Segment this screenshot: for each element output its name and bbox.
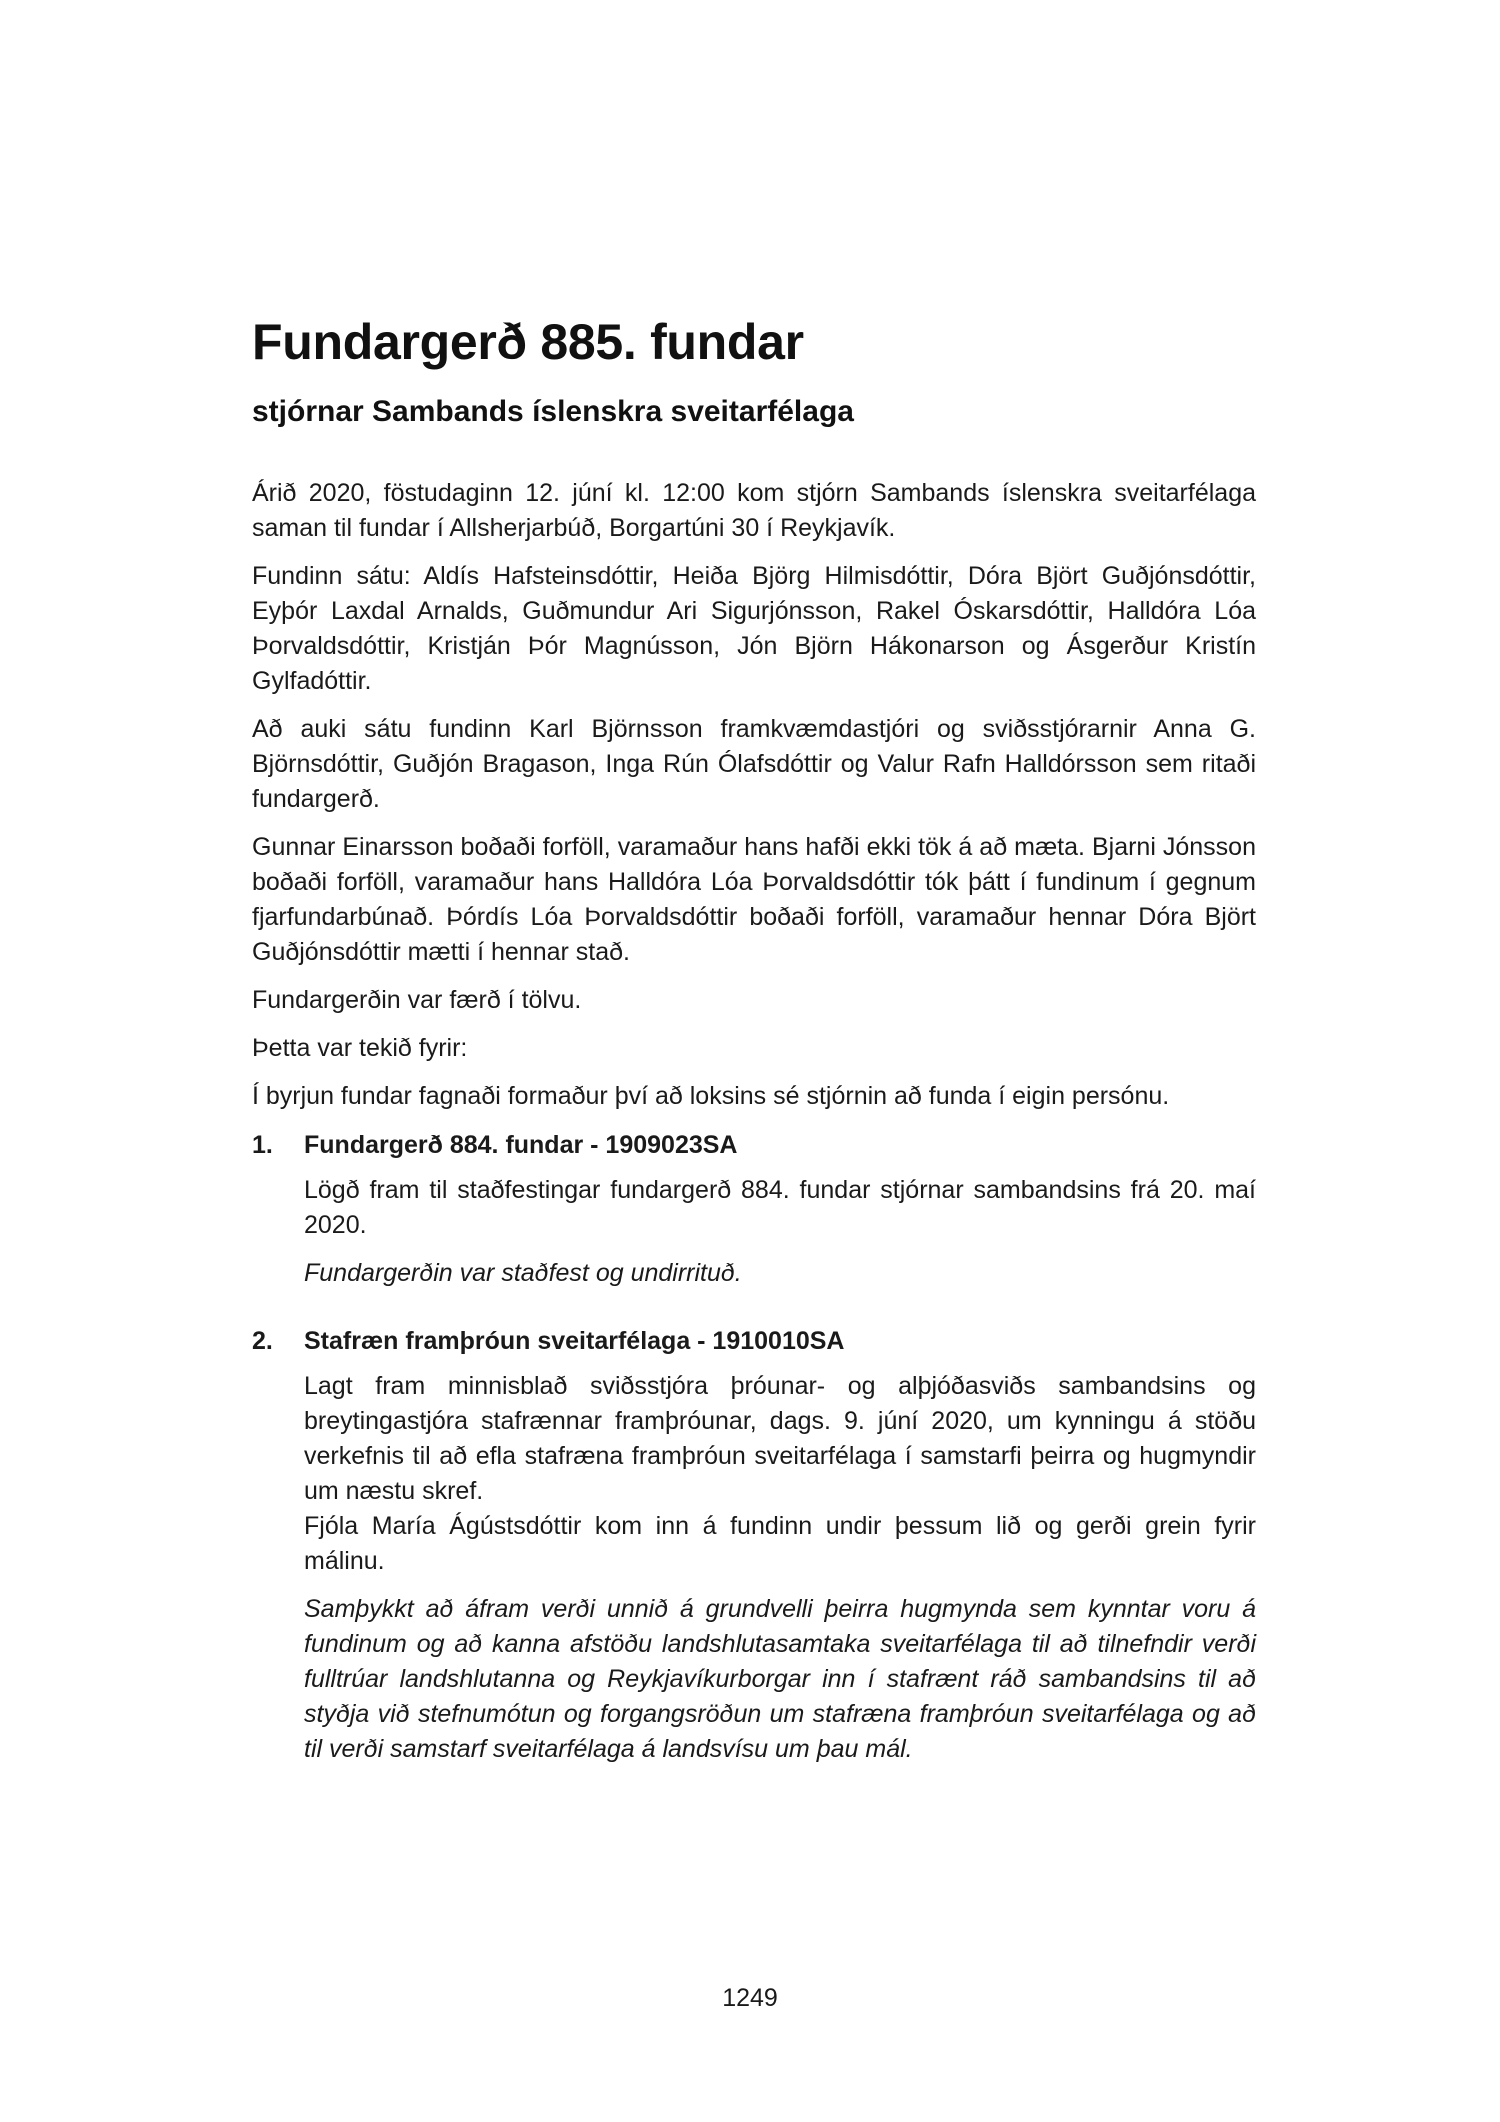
absences-paragraph: Gunnar Einarsson boðaði forföll, varamaður hans hafði ekki tök á að mæta. Bjarni Jónsson boðaði forföll, varamaður hans Halldóra Lóa Þorvaldsdóttir tók þátt í fundinum í gegnum fjarfundarbúnað. Þórdís Lóa Þorvaldsdóttir boðaði forföll, varamaður hennar Dóra Björt Guðjónsdóttir mætti í hennar stað. <box>252 833 1256 966</box>
agenda-intro-paragraph: Þetta var tekið fyrir: <box>252 1034 468 1062</box>
agenda-item-body <box>304 1369 1256 1767</box>
agenda-item-number: 2. <box>252 1327 273 1355</box>
agenda-item <box>252 1128 1256 1291</box>
agenda-item-number: 1. <box>252 1131 273 1159</box>
attendees-paragraph: Fundinn sátu: Aldís Hafsteinsdóttir, Heiða Björg Hilmisdóttir, Dóra Björt Guðjónsdóttir, Eyþór Laxdal Arnalds, Guðmundur Ari Sigurjónsson, Rakel Óskarsdóttir, Halldóra Lóa Þorvaldsdóttir, Kristján Þór Magnússon, Jón Björn Hákonarson og Ásgerður Kristín Gylfadóttir. <box>252 562 1256 695</box>
agenda-item-decision: Fundargerðin var staðfest og undirrituð. <box>304 1259 742 1287</box>
agenda-item-title: Stafræn framþróun sveitarfélaga - 1910010SA <box>304 1327 845 1355</box>
agenda-item-text: Lagt fram minnisblað sviðsstjóra þróunar- og alþjóðasviðs sambandsins og breytingastjóra stafrænnar framþróunar, dags. 9. júní 2020, um kynningu á stöðu verkefnis til að efla stafræna framþróun sveitarfélaga í samstarfi þeirra og hugmyndir um næstu skref. <box>304 1372 1256 1505</box>
page-number: 1249 <box>722 1984 778 2012</box>
minutes-recorded-paragraph: Fundargerðin var færð í tölvu. <box>252 986 582 1014</box>
document-title: Fundargerð 885. fundar <box>252 314 804 370</box>
agenda-item-text: Lögð fram til staðfestingar fundargerð 884. fundar stjórnar sambandsins frá 20. maí 2020. <box>304 1176 1256 1239</box>
agenda-item <box>252 1324 1256 1767</box>
agenda-item-title: Fundargerð 884. fundar - 1909023SA <box>304 1131 738 1159</box>
agenda-item-body <box>304 1173 1256 1291</box>
agenda-item-heading <box>252 1128 1256 1163</box>
meeting-info-paragraph: Árið 2020, föstudaginn 12. júní kl. 12:00 kom stjórn Sambands íslenskra sveitarfélaga saman til fundar í Allsherjarbúð, Borgartúni 30 í Reykjavík. <box>252 479 1256 542</box>
additional-attendees-paragraph: Að auki sátu fundinn Karl Björnsson framkvæmdastjóri og sviðsstjórarnir Anna G. Björnsdóttir, Guðjón Bragason, Inga Rún Ólafsdóttir og Valur Rafn Halldórsson sem ritaði fundargerð. <box>252 715 1256 813</box>
agenda-item-heading <box>252 1324 1256 1359</box>
agenda-item-text: Fjóla María Ágústsdóttir kom inn á fundinn undir þessum lið og gerði grein fyrir málinu. <box>304 1512 1256 1575</box>
opening-remark: Í byrjun fundar fagnaði formaður því að loksins sé stjórnin að funda í eigin persónu. <box>252 1082 1170 1110</box>
document-subtitle: stjórnar Sambands íslenskra sveitarfélaga <box>252 395 854 428</box>
agenda-item-decision: Samþykkt að áfram verði unnið á grundvelli þeirra hugmynda sem kynntar voru á fundinum og að kanna afstöðu landshlutasamtaka sveitarfélaga til að tilnefndir verði fulltrúar landshlutanna og Reykjavíkurborgar inn í stafrænt ráð sambandsins til að styðja við stefnumótun og forgangsröðun um stafræna framþróun sveitarfélaga og að til verði samstarf sveitarfélaga á landsvísu um þau mál. <box>304 1595 1256 1763</box>
document-page <box>252 312 1256 1780</box>
